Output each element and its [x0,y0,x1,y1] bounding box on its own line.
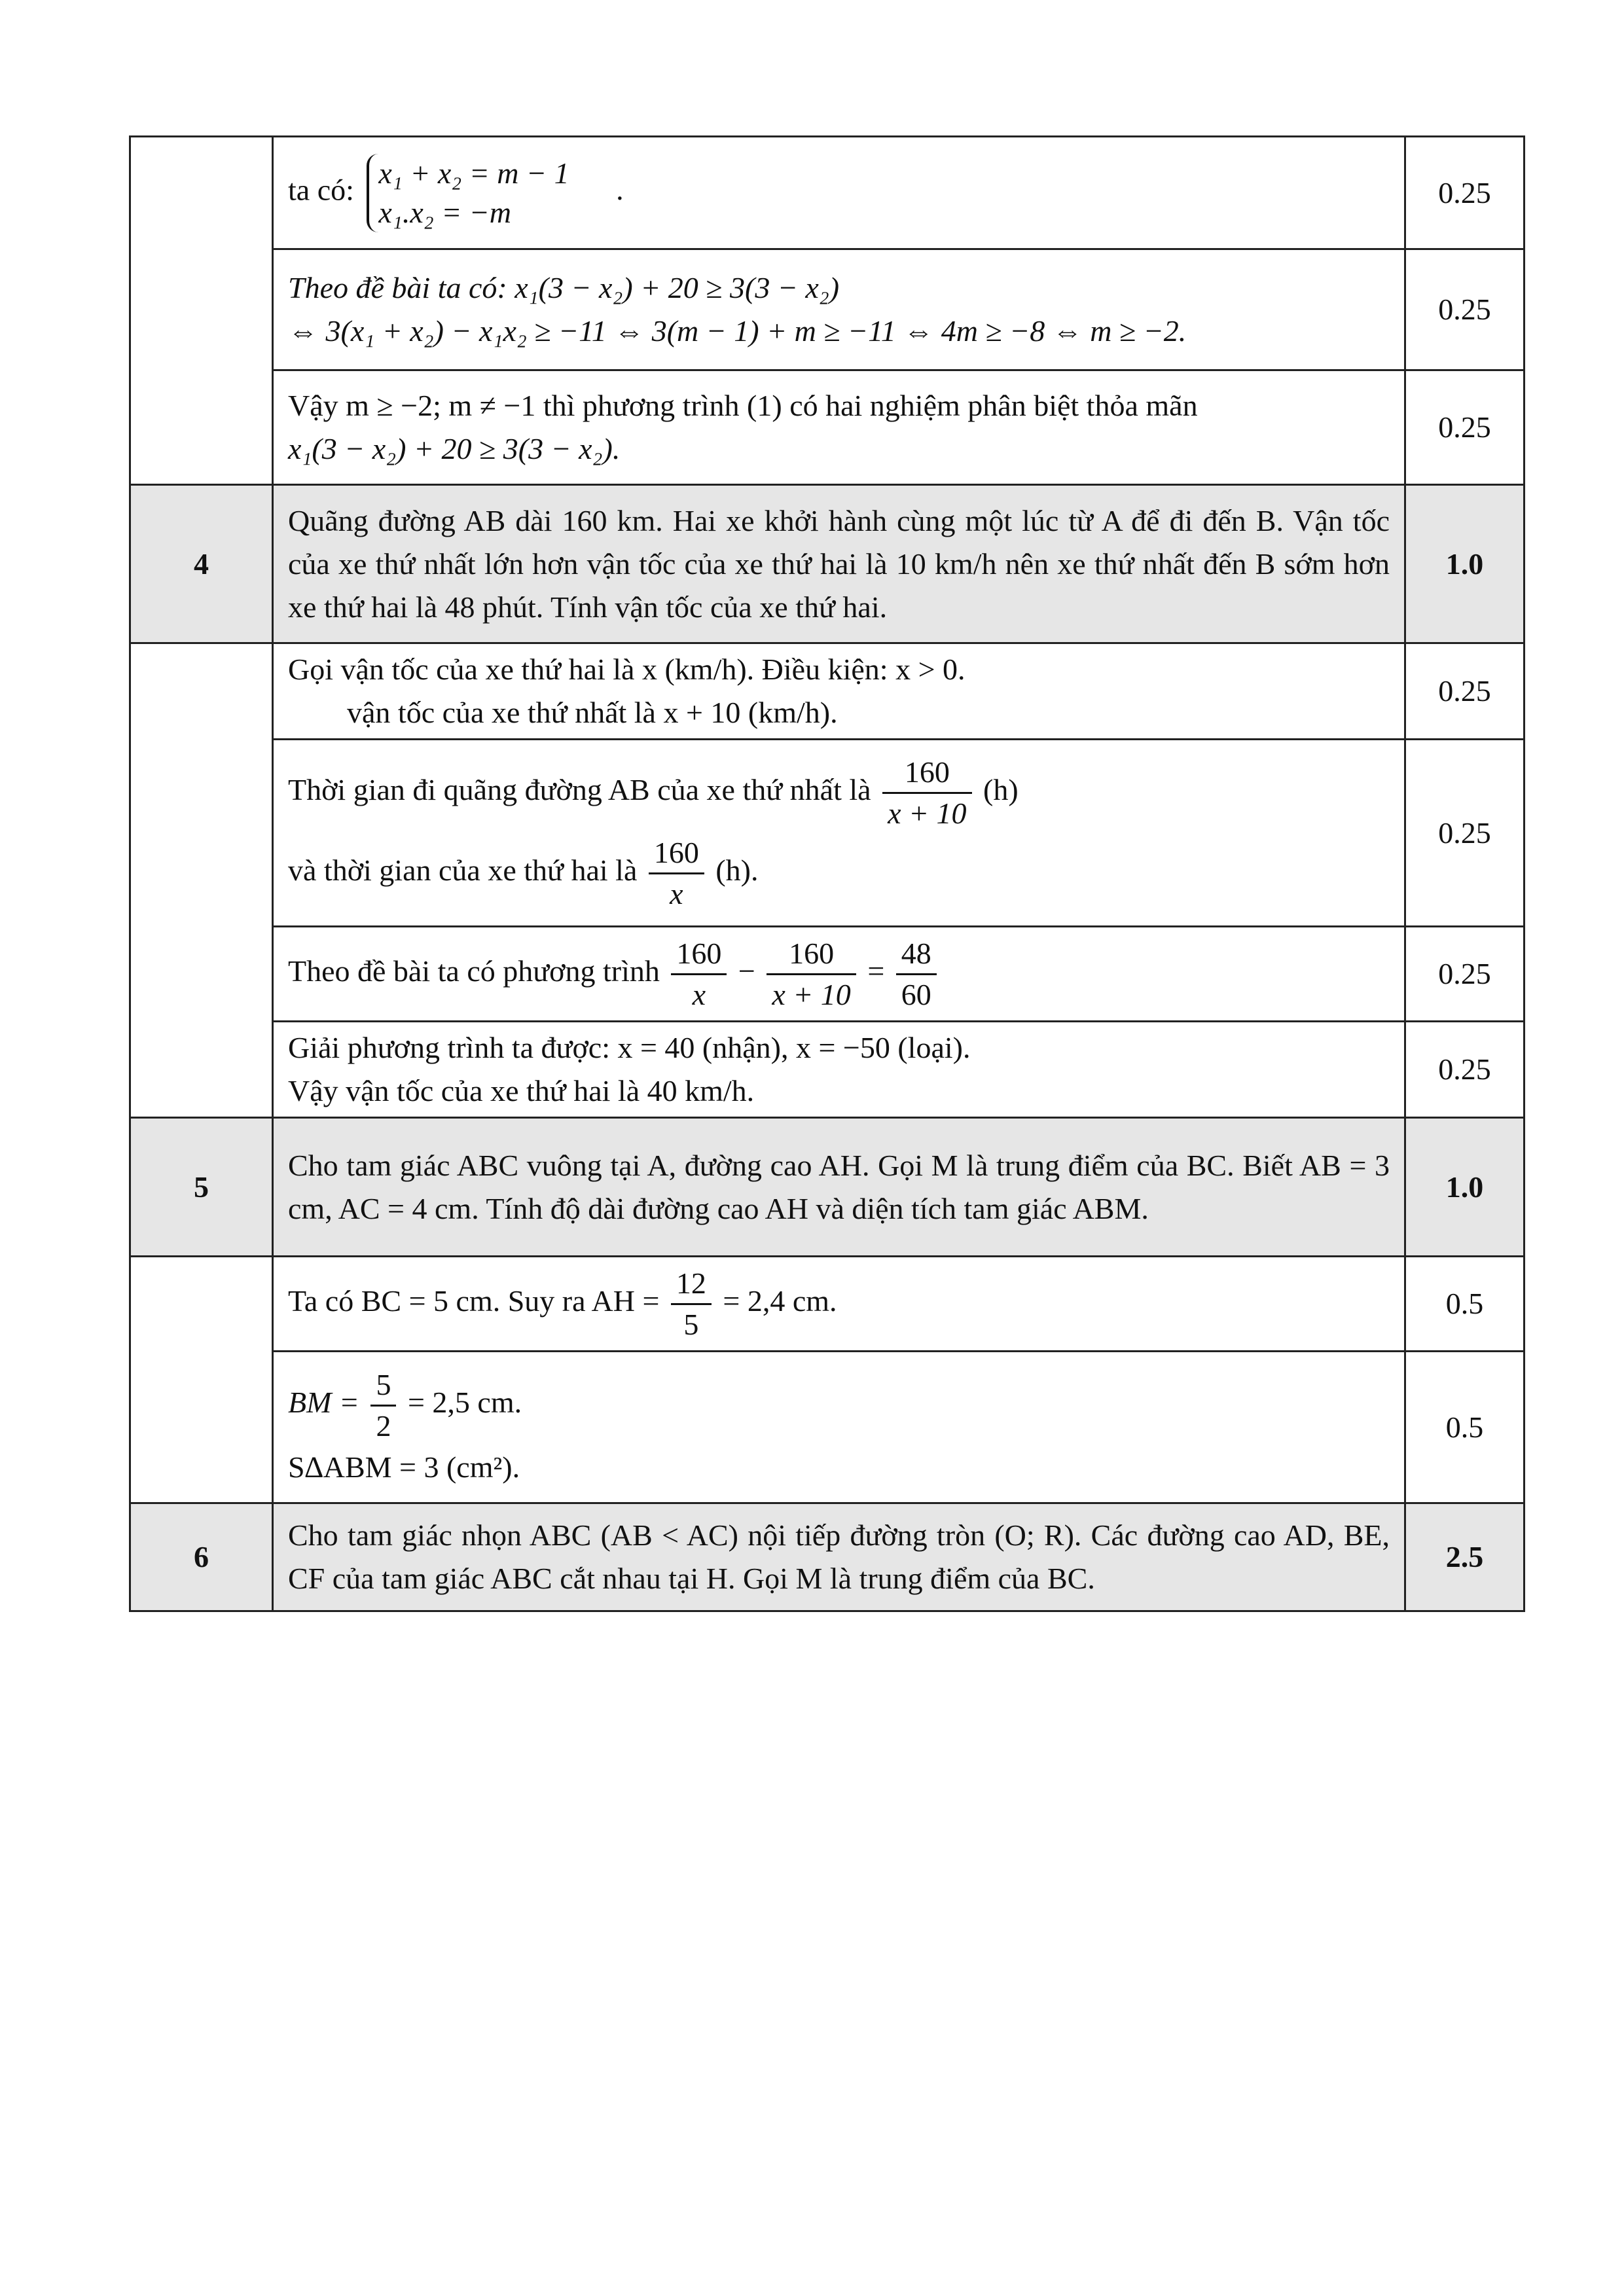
table-row [130,643,1525,740]
points-cell: 0.25 [1405,1022,1525,1118]
fraction: $\frac{160}{x}$ [671,934,727,1014]
table-row [130,740,1525,927]
answer-cell: Theo đề bài ta có phương trình $\frac{160}{x}$ − $\frac{160}{x + 10}$ = $\frac{48}{60}$ [273,927,1405,1022]
points-cell: 0.25 [1405,740,1525,927]
points-cell: 0.25 [1405,370,1525,485]
points-cell: 0.25 [1405,643,1525,740]
points-cell: 0.25 [1405,927,1525,1022]
points-cell: 0.25 [1405,137,1525,249]
points-cell: 0.5 [1405,1352,1525,1503]
equation-system: x₁ + x₂ = m − 1 x₁.x₂ = −m [367,154,569,232]
question-text: Cho tam giác ABC vuông tại A, đường cao AH. Gọi M là trung điểm của BC. Biết AB = 3 cm, AC = 4 cm. Tính độ dài đường cao AH và diện tích tam giác ABM. [273,1118,1405,1257]
question-row [130,1503,1525,1611]
fraction: $\frac{12}{5}$ [671,1264,712,1344]
answer-cell: Ta có BC = 5 cm. Suy ra AH = $\frac{12}{5}$ = 2,4 cm. [273,1257,1405,1352]
question-row [130,1118,1525,1257]
points-cell: 0.25 [1405,249,1525,370]
fraction: $\frac{5}{2}$ [370,1365,396,1446]
fraction: $\frac{160}{x + 10}$ [882,753,971,833]
fraction: $\frac{160}{x + 10}$ [767,934,856,1014]
question-number: 6 [130,1503,273,1611]
points-cell: 1.0 [1405,1118,1525,1257]
answer-cell: BM = $\frac{5}{2}$ = 2,5 cm. S∆ABM = 3 (cm²). [273,1352,1405,1503]
fraction: $\frac{160}{x}$ [649,833,704,914]
answer-cell: Vậy m ≥ −2; m ≠ −1 thì phương trình (1) có hai nghiệm phân biệt thỏa mãn x₁(3 − x₂) + 20 ≥ 3(3 − x₂). [273,370,1405,485]
question-number [130,643,273,1118]
answer-cell: Giải phương trình ta được: x = 40 (nhận), x = −50 (loại). Vậy vận tốc của xe thứ hai là 40 km/h. [273,1022,1405,1118]
answer-cell: ta có: x₁ + x₂ = m − 1 x₁.x₂ = −m . [273,137,1405,249]
table-row [130,927,1525,1022]
points-cell: 2.5 [1405,1503,1525,1611]
question-text: Quãng đường AB dài 160 km. Hai xe khởi hành cùng một lúc từ A để đi đến B. Vận tốc của xe thứ nhất lớn hơn vận tốc của xe thứ hai là 10 km/h nên xe thứ nhất đến B sớm hơn xe thứ hai là 48 phút. Tính vận tốc của xe thứ hai. [273,485,1405,643]
answer-cell: Theo đề bài ta có: x₁(3 − x₂) + 20 ≥ 3(3 − x₂) ⇔ 3(x₁ + x₂) − x₁x₂ ≥ −11 ⇔ 3(m − 1) + m ≥ −11 ⇔ 4m ≥ −8 ⇔ m ≥ −2. [273,249,1405,370]
solution-table [129,135,1525,1612]
question-number [130,1257,273,1503]
question-number [130,137,273,485]
question-number: 5 [130,1118,273,1257]
table-row [130,1257,1525,1352]
table-row [130,370,1525,485]
question-row [130,485,1525,643]
table-row [130,137,1525,249]
question-number: 4 [130,485,273,643]
answer-cell: Thời gian đi quãng đường AB của xe thứ nhất là $\frac{160}{x + 10}$ (h) và thời gian của xe thứ hai là $\frac{160}{x}$ (h). [273,740,1405,927]
question-text: Cho tam giác nhọn ABC (AB < AC) nội tiếp đường tròn (O; R). Các đường cao AD, BE, CF của tam giác ABC cắt nhau tại H. Gọi M là trung điểm của BC. [273,1503,1405,1611]
points-cell: 1.0 [1405,485,1525,643]
table-row [130,1022,1525,1118]
table-row [130,1352,1525,1503]
fraction: $\frac{48}{60}$ [896,934,937,1014]
table-row [130,249,1525,370]
answer-cell: Gọi vận tốc của xe thứ hai là x (km/h). Điều kiện: x > 0. vận tốc của xe thứ nhất là x + 10 (km/h). [273,643,1405,740]
points-cell: 0.5 [1405,1257,1525,1352]
